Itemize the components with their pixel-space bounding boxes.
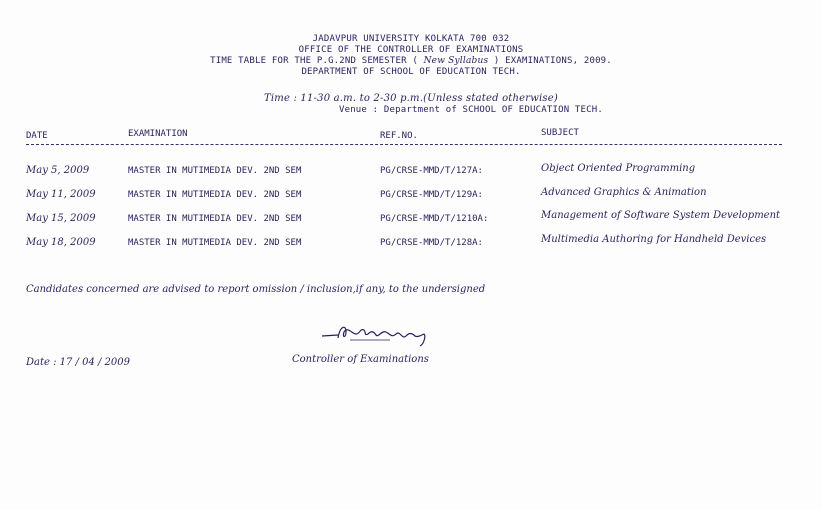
table-row-ref: PG/CRSE-MMD/T/128A: — [380, 238, 483, 248]
department-name: DEPARTMENT OF SCHOOL OF EDUCATION TECH. — [301, 67, 521, 77]
university-name: JADAVPUR UNIVERSITY KOLKATA 700 032 — [312, 34, 510, 44]
col-header-refno: REF.NO. — [380, 131, 418, 141]
table-row-ref: PG/CRSE-MMD/T/129A: — [380, 190, 483, 200]
exam-venue: Venue : Department of SCHOOL OF EDUCATION TECH. — [338, 105, 604, 115]
timetable-title — [0, 56, 822, 66]
table-row-subject: Advanced Graphics & Animation — [541, 187, 707, 198]
issue-date-text: Date : 17 / 04 / 2009 — [26, 357, 130, 368]
col-header-date: DATE — [26, 131, 48, 141]
table-row-date: May 5, 2009 — [26, 165, 90, 176]
table-row-exam: MASTER IN MUTIMEDIA DEV. 2ND SEM — [128, 166, 302, 176]
col-header-examination: EXAMINATION — [128, 129, 188, 139]
candidate-notice: Candidates concerned are advised to report omission / inclusion,if any, to the undersigned — [26, 284, 486, 295]
table-row-exam: MASTER IN MUTIMEDIA DEV. 2ND SEM — [128, 190, 302, 200]
table-row-exam: MASTER IN MUTIMEDIA DEV. 2ND SEM — [128, 214, 302, 224]
timetable-title-pre: TIME TABLE FOR THE P.G.2ND SEMESTER ( — [210, 56, 424, 66]
timetable-title-post: ) EXAMINATIONS, 2009. — [488, 56, 612, 66]
signature-image — [320, 322, 440, 348]
table-row-subject: Object Oriented Programming — [541, 163, 696, 174]
col-header-subject: SUBJECT — [541, 128, 579, 138]
signatory-title: Controller of Examinations — [292, 354, 429, 365]
table-row-date: May 18, 2009 — [26, 237, 96, 248]
timetable-title-italic: New Syllabus — [423, 56, 489, 66]
header-divider — [26, 144, 782, 145]
table-row-ref: PG/CRSE-MMD/T/127A: — [380, 166, 483, 176]
issue-date — [26, 357, 130, 368]
table-row-exam: MASTER IN MUTIMEDIA DEV. 2ND SEM — [128, 238, 302, 248]
table-row-subject: Management of Software System Development — [541, 210, 781, 221]
table-row-date: May 11, 2009 — [26, 189, 96, 200]
table-row-subject: Multimedia Authoring for Handheld Devices — [541, 234, 767, 245]
exam-time: Time : 11-30 a.m. to 2-30 p.m.(Unless stated otherwise) — [264, 93, 558, 104]
office-name: OFFICE OF THE CONTROLLER OF EXAMINATIONS — [298, 45, 524, 55]
table-row-ref: PG/CRSE-MMD/T/1210A: — [380, 214, 489, 224]
table-row-date: May 15, 2009 — [26, 213, 96, 224]
